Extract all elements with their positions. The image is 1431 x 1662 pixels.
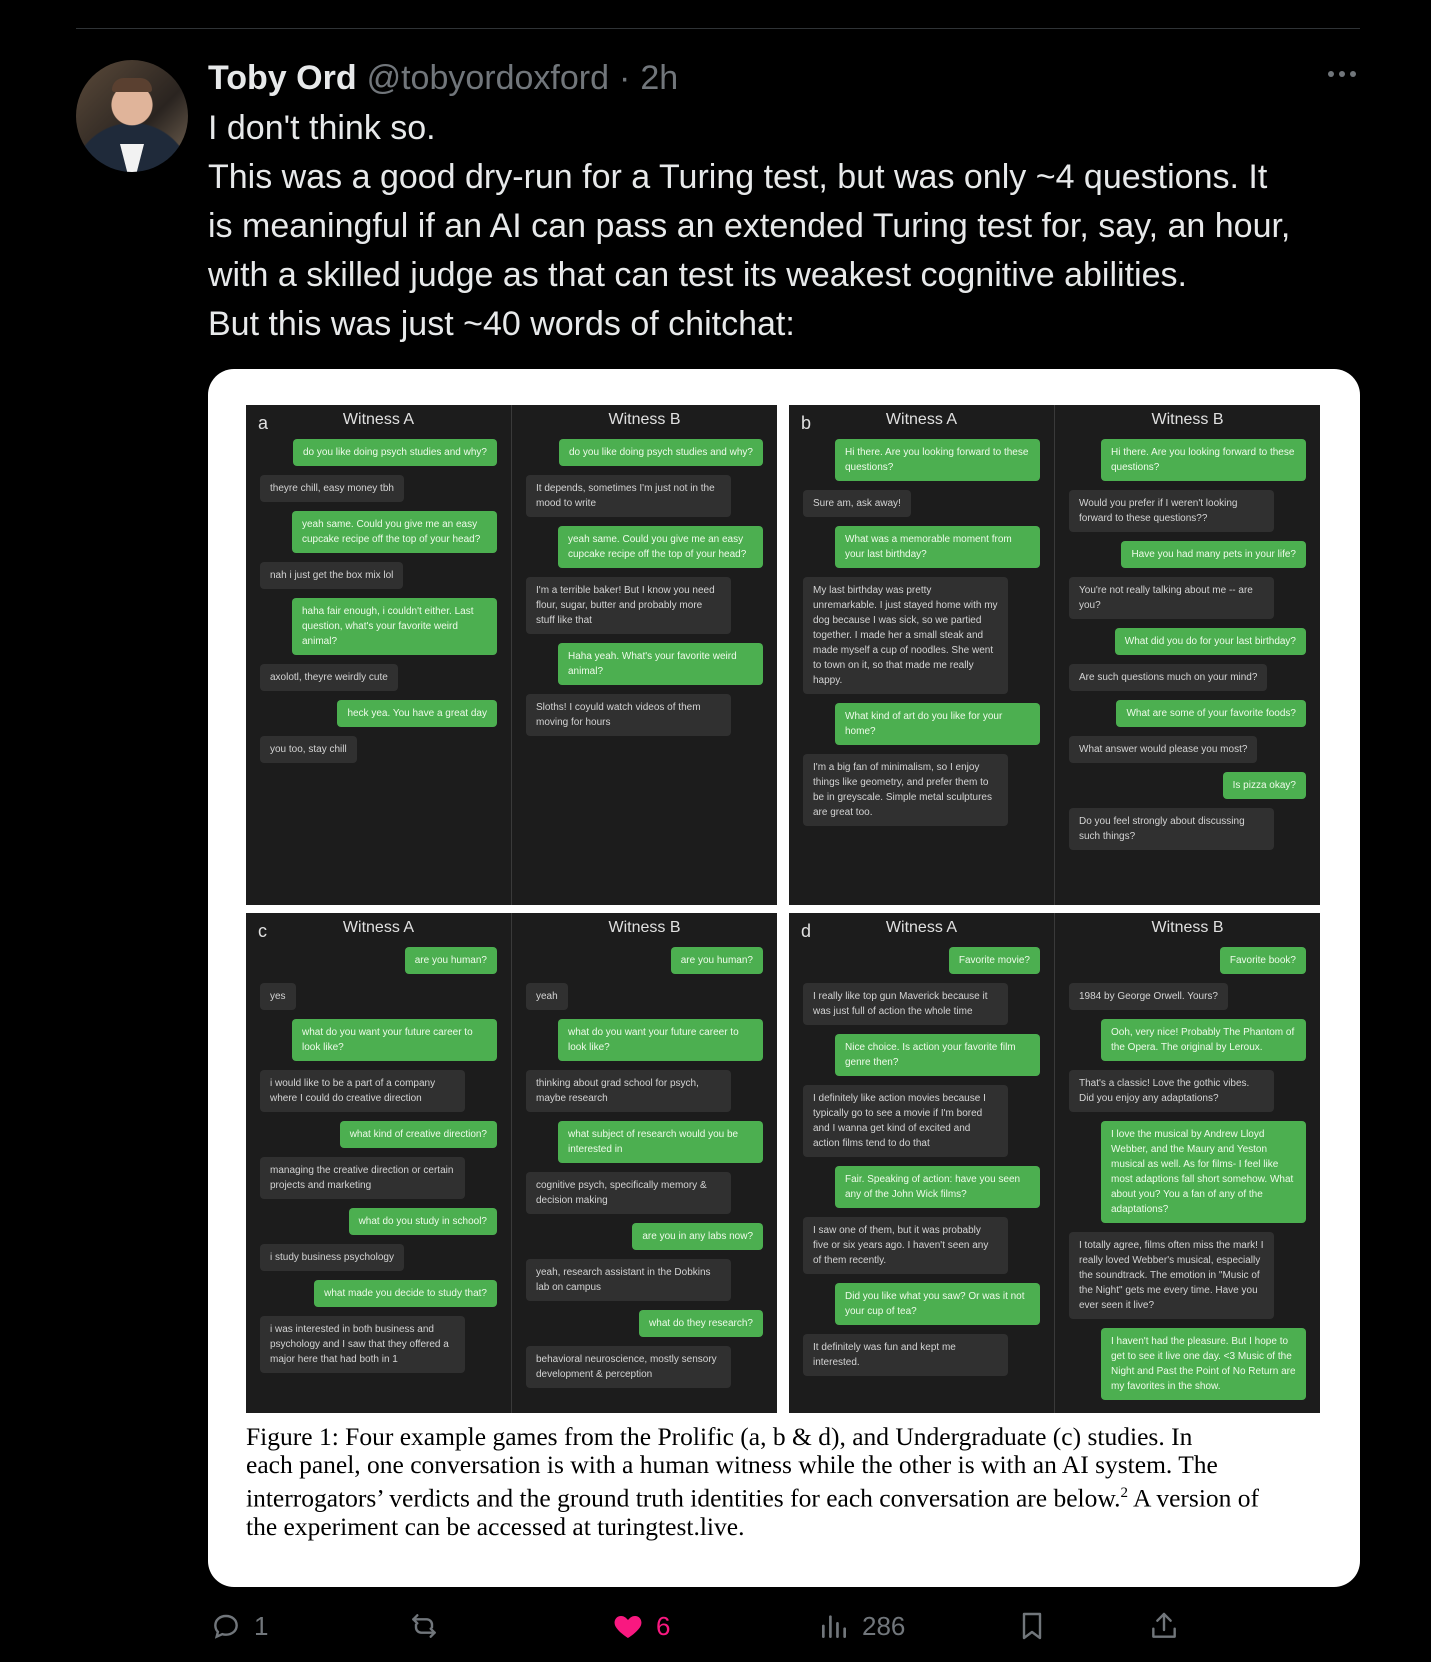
chat-messages: [526, 439, 763, 736]
witness-title: Witness A: [885, 411, 958, 428]
witness-title: Witness B: [608, 919, 681, 936]
tweet-line: with a skilled judge as that can test its weakest cognitive abilities.: [208, 256, 1187, 294]
panel-b: [789, 405, 1320, 905]
chat-messages: [260, 439, 497, 763]
witness-title: Witness B: [608, 411, 681, 428]
interrogator-message: what subject of research would you be interested in: [558, 1121, 763, 1163]
avatar-shirt: [120, 144, 144, 172]
interrogator-message: Is pizza okay?: [1223, 772, 1306, 799]
witness-message: i study business psychology: [260, 1244, 404, 1271]
views-button[interactable]: [818, 1604, 905, 1648]
witness-message: yes: [260, 983, 296, 1010]
panel-a: [246, 405, 777, 905]
witness-message: It definitely was fun and kept me interested.: [803, 1334, 1008, 1376]
interrogator-message: heck yea. You have a great day: [337, 700, 497, 727]
reply-button[interactable]: [210, 1604, 268, 1648]
interrogator-message: what do you want your future career to look like?: [558, 1019, 763, 1061]
chat-messages: [1069, 439, 1306, 850]
tweet-line: I don't think so.: [208, 109, 436, 147]
reply-count: 1: [254, 1610, 269, 1641]
panel-c: [246, 913, 777, 1413]
witness-message: I totally agree, films often miss the mark! I really loved Webber's musical, especially the soundtrack. The emotion in "Music of the Night" gets me every time. Have you ever seen it live?: [1069, 1232, 1274, 1319]
witness-title: Witness B: [1151, 919, 1224, 936]
witness-message: managing the creative direction or certain projects and marketing: [260, 1157, 465, 1199]
witness-message: I'm a terrible baker! But I know you need flour, sugar, butter and probably more stuff like that: [526, 577, 731, 634]
post-header: [208, 54, 678, 102]
more-options-icon[interactable]: [1322, 58, 1362, 90]
witness-message: I really like top gun Maverick because it was just full of action the whole time: [803, 983, 1008, 1025]
witness-title: Witness A: [342, 411, 415, 428]
caption-line-tail: A version of: [1127, 1483, 1260, 1513]
chat-messages: [803, 947, 1040, 1376]
witness-message: i was interested in both business and psychology and I saw that they offered a major here that had both in 1: [260, 1316, 465, 1373]
interrogator-message: Ooh, very nice! Probably The Phantom of the Opera. The original by Leroux.: [1101, 1019, 1306, 1061]
tweet-line: But this was just ~40 words of chitchat:: [208, 305, 795, 343]
analytics-icon: [818, 1610, 850, 1642]
witness-message: Sure am, ask away!: [803, 490, 911, 517]
interrogator-message: I haven't had the pleasure. But I hope to get to see it live one day. <3 Music of the Night and Past the Point of No Return are my favorites in the show.: [1101, 1328, 1306, 1400]
bookmark-icon: [1016, 1610, 1048, 1642]
witness-message: I definitely like action movies because I typically go to see a movie if I'm bored and I wanna get kind of excited and action films tend to do that: [803, 1085, 1008, 1157]
chat-messages: [260, 947, 497, 1373]
share-button[interactable]: [1148, 1604, 1180, 1648]
like-count: 6: [656, 1610, 671, 1641]
witness-a-column: [246, 913, 511, 1413]
interrogator-message: are you human?: [671, 947, 763, 974]
witness-message: That's a classic! Love the gothic vibes. Did you enjoy any adaptations?: [1069, 1070, 1274, 1112]
interrogator-message: Haha yeah. What's your favorite weird animal?: [558, 643, 763, 685]
caption-footnote: 2: [1120, 1485, 1128, 1501]
share-icon: [1148, 1610, 1180, 1642]
interrogator-message: Hi there. Are you looking forward to these questions?: [1101, 439, 1306, 481]
interrogator-message: what do you want your future career to look like?: [292, 1019, 497, 1061]
panel-letter: b: [801, 413, 812, 433]
witness-message: yeah: [526, 983, 568, 1010]
interrogator-message: what made you decide to study that?: [314, 1280, 497, 1307]
witness-message: Would you prefer if I weren't looking forward to these questions??: [1069, 490, 1274, 532]
witness-a-column: [789, 405, 1054, 905]
panel-letter: c: [258, 921, 267, 941]
witness-message: cognitive psych, specifically memory & decision making: [526, 1172, 731, 1214]
witness-b-column: [1055, 405, 1320, 905]
top-divider: [76, 28, 1360, 29]
witness-b-column: [512, 405, 777, 905]
interrogator-message: are you human?: [405, 947, 497, 974]
panel-letter: a: [258, 413, 269, 433]
witness-message: you too, stay chill: [260, 736, 357, 763]
interrogator-message: haha fair enough, i couldn't either. Last question, what's your favorite weird animal?: [292, 598, 497, 655]
interrogator-message: yeah same. Could you give me an easy cupcake recipe off the top of your head?: [292, 511, 497, 553]
avatar-hair: [112, 78, 152, 92]
witness-message: 1984 by George Orwell. Yours?: [1069, 983, 1228, 1010]
witness-title: Witness A: [885, 919, 958, 936]
witness-b-column: [1055, 913, 1320, 1413]
chat-messages: [526, 947, 763, 1388]
interrogator-message: Fair. Speaking of action: have you seen any of the John Wick films?: [835, 1166, 1040, 1208]
witness-a-column: [246, 405, 511, 905]
caption-line: [246, 1479, 1322, 1513]
like-button[interactable]: [612, 1604, 670, 1648]
heart-icon: [612, 1610, 644, 1642]
witness-message: I'm a big fan of minimalism, so I enjoy things like geometry, and prefer them to be in greyscale. Simple metal sculptures are great too.: [803, 754, 1008, 826]
interrogator-message: Have you had many pets in your life?: [1121, 541, 1306, 568]
witness-message: I saw one of them, but it was probably five or six years ago. I haven't seen any of them recently.: [803, 1217, 1008, 1274]
interrogator-message: what do you study in school?: [349, 1208, 497, 1235]
author-name[interactable]: Toby Ord: [208, 58, 357, 97]
caption-line: the experiment can be accessed at turingtest.live.: [246, 1511, 745, 1541]
witness-message: My last birthday was pretty unremarkable. I just stayed home with my dog because I was sick, so we partied together. I made her a small steak and made myself a cup of noodles. She went to town on it, so that made me really happy.: [803, 577, 1008, 694]
tweet-text: [208, 104, 1358, 349]
witness-message: Do you feel strongly about discussing such things?: [1069, 808, 1274, 850]
interrogator-message: Nice choice. Is action your favorite film genre then?: [835, 1034, 1040, 1076]
header-separator: ·: [619, 58, 631, 97]
caption-line: Figure 1: Four example games from the Prolific (a, b & d), and Undergraduate (c) studies. In: [246, 1422, 1193, 1451]
reply-icon: [210, 1610, 242, 1642]
interrogator-message: What are some of your favorite foods?: [1116, 700, 1306, 727]
interrogator-message: what kind of creative direction?: [340, 1121, 497, 1148]
views-count: 286: [862, 1610, 906, 1641]
witness-a-column: [789, 913, 1054, 1413]
witness-message: nah i just get the box mix lol: [260, 562, 403, 589]
witness-message: Sloths! I coyuld watch videos of them moving for hours: [526, 694, 731, 736]
interrogator-message: do you like doing psych studies and why?: [559, 439, 763, 466]
caption-line-text: interrogators’ verdicts and the ground truth identities for each conversation are below.: [246, 1483, 1121, 1513]
attached-image[interactable]: [208, 369, 1360, 1587]
witness-title: Witness B: [1151, 411, 1224, 428]
figure-grid: [246, 405, 1320, 1409]
witness-message: It depends, sometimes I'm just not in the mood to write: [526, 475, 731, 517]
caption-line: each panel, one conversation is with a human witness while the other is with an AI system. The: [246, 1450, 1218, 1479]
witness-message: i would like to be a part of a company where I could do creative direction: [260, 1070, 465, 1112]
interrogator-message: What did you do for your last birthday?: [1115, 628, 1306, 655]
interrogator-message: I love the musical by Andrew Lloyd Webber, and the Maury and Yeston musical as well. As for films- I feel like most adaptions fall short somehow. What about you? You a fan of any of the adaptations?: [1101, 1121, 1306, 1223]
chat-messages: [1069, 947, 1306, 1400]
panel-letter: d: [801, 921, 812, 941]
witness-message: behavioral neuroscience, mostly sensory development & perception: [526, 1346, 731, 1388]
witness-message: yeah, research assistant in the Dobkins lab on campus: [526, 1259, 731, 1301]
figure-caption: [246, 1423, 1322, 1541]
interrogator-message: what do they research?: [639, 1310, 763, 1337]
panel-d: [789, 913, 1320, 1413]
bookmark-button[interactable]: [1016, 1604, 1048, 1648]
tweet-line: This was a good dry-run for a Turing test, but was only ~4 questions. It: [208, 158, 1268, 196]
interrogator-message: Favorite movie?: [949, 947, 1040, 974]
author-handle[interactable]: @tobyordoxford: [366, 58, 610, 97]
interrogator-message: Favorite book?: [1220, 947, 1306, 974]
interrogator-message: What kind of art do you like for your home?: [835, 703, 1040, 745]
witness-message: What answer would please you most?: [1069, 736, 1257, 763]
interrogator-message: Hi there. Are you looking forward to these questions?: [835, 439, 1040, 481]
witness-message: theyre chill, easy money tbh: [260, 475, 404, 502]
interrogator-message: Did you like what you saw? Or was it not your cup of tea?: [835, 1283, 1040, 1325]
tweet-line: is meaningful if an AI can pass an extended Turing test for, say, an hour,: [208, 207, 1291, 245]
witness-title: Witness A: [342, 919, 415, 936]
witness-message: thinking about grad school for psych, maybe research: [526, 1070, 731, 1112]
repost-icon: [408, 1610, 440, 1642]
interrogator-message: yeah same. Could you give me an easy cupcake recipe off the top of your head?: [558, 526, 763, 568]
witness-message: You're not really talking about me -- are you?: [1069, 577, 1274, 619]
witness-b-column: [512, 913, 777, 1413]
author-avatar[interactable]: [76, 60, 188, 172]
post-time[interactable]: 2h: [640, 58, 679, 97]
chat-messages: [803, 439, 1040, 826]
repost-button[interactable]: [408, 1604, 452, 1648]
interrogator-message: What was a memorable moment from your last birthday?: [835, 526, 1040, 568]
witness-message: Are such questions much on your mind?: [1069, 664, 1267, 691]
witness-message: axolotl, theyre weirdly cute: [260, 664, 398, 691]
interrogator-message: do you like doing psych studies and why?: [293, 439, 497, 466]
interrogator-message: are you in any labs now?: [632, 1223, 763, 1250]
